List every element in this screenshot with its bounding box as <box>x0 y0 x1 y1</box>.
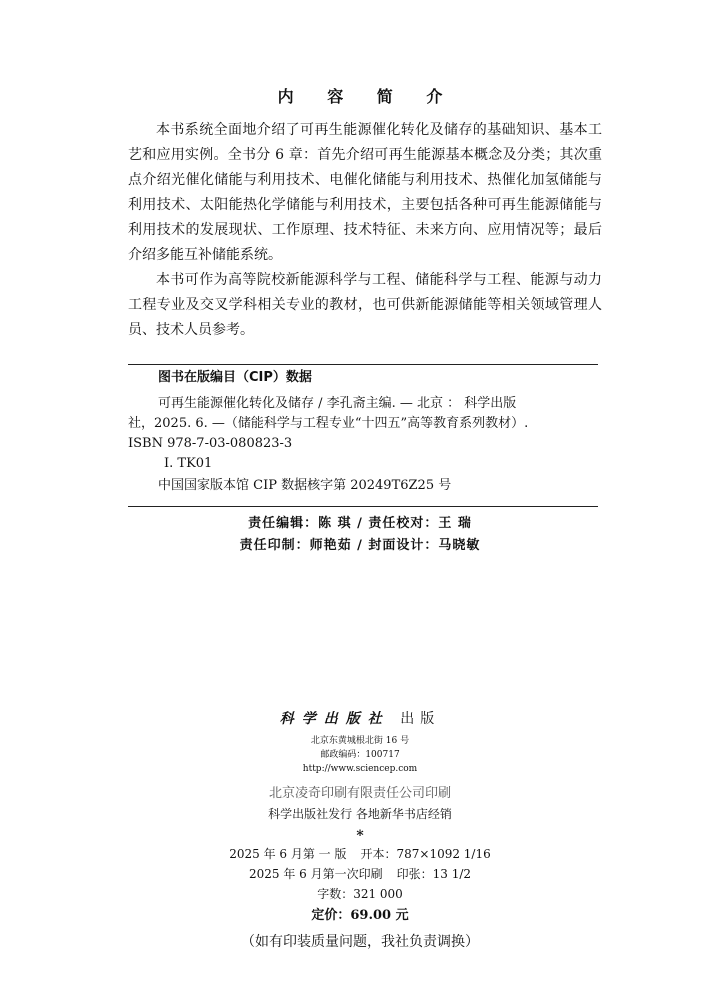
cip-isbn: ISBN 978-7-03-080823-3 <box>128 436 293 451</box>
print-sheets: 印张：13 1/2 <box>396 867 472 881</box>
intro-paragraph-2: 本书可作为高等院校新能源科学与工程、储能科学与工程、能源与动力工程专业及交叉学科相关专业的教材，也可供新能源储能等相关领域管理人员、技术人员参考。 <box>128 272 602 338</box>
page-title: 内 容 简 介 <box>277 87 457 106</box>
intro-section <box>128 118 602 343</box>
cip-entry-line-1: 可再生能源催化转化及储存 / 李孔斋主编. — 北京 ： 科学出版 <box>158 396 517 411</box>
edition-date: 2025 年 6 月第 一 版 <box>229 847 347 861</box>
staff-line-1: 责任编辑：陈 琪 / 责任校对：王 瑞 <box>248 516 472 531</box>
publisher-address: 北京东黄城根北街 16 号 <box>310 736 410 746</box>
cip-block <box>128 368 602 496</box>
word-count: 字数：321 000 <box>317 887 403 901</box>
cip-heading: 图书在版编目（CIP）数据 <box>158 370 312 385</box>
cip-bottom-rule <box>128 506 598 507</box>
publisher-line <box>0 708 720 728</box>
staff-line-2: 责任印制：师艳茹 / 封面设计：马晓敏 <box>239 538 481 553</box>
publisher-suffix: 出版 <box>400 711 441 727</box>
book-format: 开本：787×1092 1/16 <box>360 847 491 861</box>
edition-row <box>0 844 720 864</box>
print-row <box>0 864 720 884</box>
cip-number: 中国国家版本馆 CIP 数据核字第 20249T6Z25 号 <box>158 478 452 493</box>
price: 定价：69.00 元 <box>311 908 409 923</box>
intro-paragraph-1: 本书系统全面地介绍了可再生能源催化转化及储存的基础知识、基本工艺和应用实例。全书分 6 章：首先介绍可再生能源基本概念及分类；其次重点介绍光催化储能与利用技术、电催化储能与利用技术、热催化加氢储能与利用技术、太阳能热化学储能与利用技术，主要包括各种可再生能源储能与利用技术的发展现状、工作原理、技术特征、未来方向、应用情况等；最后介绍多能互补储能系统。 <box>128 122 602 263</box>
printer: 北京凌奇印刷有限责任公司印刷 <box>268 786 451 801</box>
publisher-website: http://www.sciencep.com <box>302 764 418 774</box>
imprint-block <box>0 708 720 954</box>
separator-star: * <box>356 828 364 844</box>
cip-classification: Ⅰ. TK01 <box>164 456 213 471</box>
quality-notice: （如有印装质量问题，我社负责调换） <box>241 934 479 950</box>
print-date: 2025 年 6 月第一次印刷 <box>248 867 383 881</box>
publisher-logo: 科学出版社 <box>279 711 390 727</box>
cip-entry-line-2: 社，2025. 6. —（储能科学与工程专业“十四五”高等教育系列教材）. <box>128 416 529 431</box>
distribution: 科学出版社发行 各地新华书店经销 <box>268 807 452 821</box>
cip-top-rule <box>128 364 598 365</box>
publisher-postcode: 邮政编码：100717 <box>320 750 400 760</box>
